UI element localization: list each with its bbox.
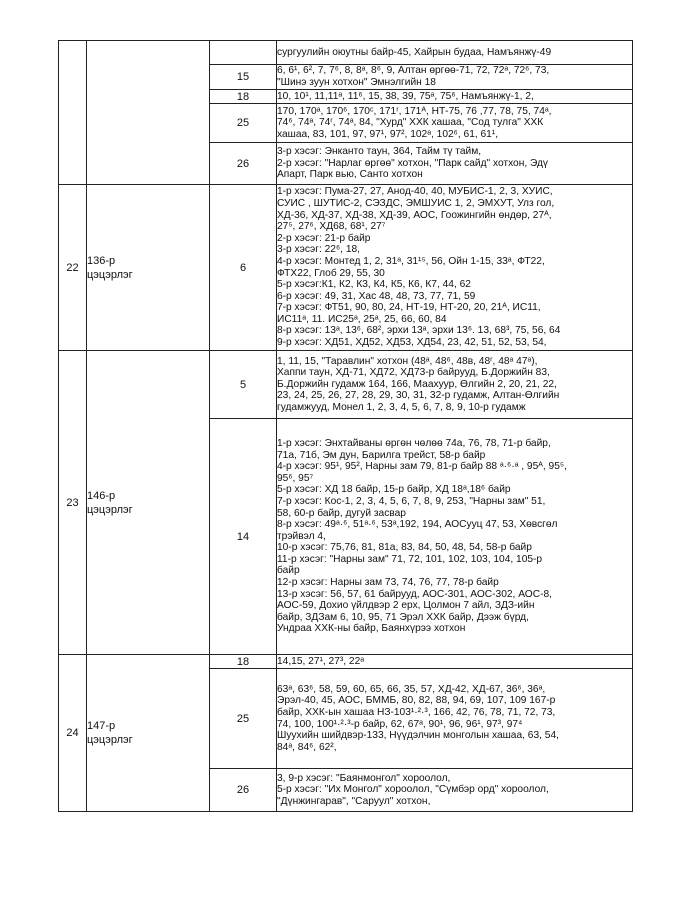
address-line: 1-р хэсэг: Пума-27, 27, Анод-40, 40, МУБИС-1, 2, 3, ХУИС, — [277, 186, 553, 198]
address-cell — [277, 41, 633, 65]
address-line: Б.Доржийн гудамж 164, 166, Маахуур, Өлгийн 2, 20, 21, 22, — [277, 378, 557, 390]
address-line: 5-р хэсэг: ХД 18 байр, 15-р байр, ХД 18ᵃ,18⁶ байр — [277, 484, 511, 496]
address-line: 74⁶, 74ᵃ, 74ʳ, 74ᵃ, 84, "Хурд" ХХК хашаа, "Сод тулга" ХХК — [277, 117, 544, 129]
address-line: хашаа, 83, 101, 97, 97¹, 97², 102ᵃ, 102⁶, 61, 61¹, — [277, 128, 499, 140]
khoroo-number: 25 — [210, 669, 277, 769]
khoroo-number: 25 — [210, 104, 277, 143]
address-line: ХД-36, ХД-37, ХД-38, ХД-39, АОС, Гоожингийн өндөр, 27ᴬ, — [277, 209, 552, 221]
address-cell — [277, 65, 633, 90]
address-cell — [277, 185, 633, 351]
row-number: 24 — [59, 655, 87, 812]
address-line: байр — [277, 565, 300, 577]
kindergarten-name: 136-р цэцэрлэг — [87, 185, 210, 351]
address-cell — [277, 90, 633, 104]
address-line: 3-р хэсэг: 22⁶, 18, — [277, 244, 360, 256]
address-table — [58, 40, 633, 812]
address-cell — [277, 419, 633, 655]
address-line: байр, ЗДЗам 6, 10, 95, 71 Эрэл ХХК байр, Дээж бүрд, — [277, 611, 529, 623]
address-line: гудамжууд, Монел 1, 2, 3, 4, 5, 6, 7, 8, 9, 10-р гудамж — [277, 401, 526, 413]
table-row — [59, 41, 633, 65]
address-line: 2-р хэсэг: 21-р байр — [277, 232, 371, 244]
address-line: ИС11ᵃ, 11. ИС25ᵃ, 25ᵃ, 25, 66, 60, 84 — [277, 313, 447, 325]
address-line: 27⁵, 27⁶, ХД68, 68¹, 27⁷ — [277, 221, 386, 233]
table-row — [59, 185, 633, 351]
address-line: 23, 24, 25, 26, 27, 28, 29, 30, 31, 32-р гудамж, Алтан-Өлгийн — [277, 390, 560, 402]
address-line: "Шинэ зуун хотхон" Эмнэлгийн 18 — [277, 77, 436, 88]
address-line: Эрэл-40, 45, АОС, БММБ, 80, 82, 88, 94, 69, 107, 109 167-р — [277, 695, 556, 707]
khoroo-number: 6 — [210, 185, 277, 351]
table-row — [59, 351, 633, 419]
address-cell — [277, 143, 633, 185]
address-line: СУИС , ШУТИС-2, СЭЗДС, ЭМШУИС 1, 2, ЭМХУТ, Улз гол, — [277, 197, 555, 209]
address-line: байр, ХХК-ын хашаа НЗ-103¹·²·³, 166, 42, 76, 78, 71, 72, 73, — [277, 706, 556, 718]
address-line: Хаппи таун, ХД-71, ХД72, ХД73-р байрууд, Б.Доржийн 83, — [277, 367, 550, 379]
khoroo-number: 18 — [210, 655, 277, 669]
khoroo-number: 18 — [210, 90, 277, 104]
row-number — [59, 41, 87, 185]
address-line: 8-р хэсэг: 49ᵃ·⁶, 51ᵃ·⁶, 53ᵃ,192, 194, АОСууц 47, 53, Хөвсгөл — [277, 519, 558, 531]
address-line: 6, 6¹, 6², 7, 7⁶, 8, 8ᵃ, 8⁶, 9, Алтан өргөө-71, 72, 72ᵃ, 72⁶, 73, — [277, 65, 550, 77]
address-line: Ундраа ХХК-ны байр, Баянхүрээ хотхон — [277, 623, 466, 635]
khoroo-number: 15 — [210, 65, 277, 90]
kindergarten-name — [87, 41, 210, 185]
address-line: 74, 100, 100¹·²·³-р байр, 62, 67ᵃ, 90¹, 96, 96¹, 97³, 97⁴ — [277, 718, 523, 730]
address-line: 71а, 71б, Эм дун, Барилга трейст, 58-р байр — [277, 449, 486, 461]
khoroo-number: 14 — [210, 419, 277, 655]
kindergarten-name: 146-р цэцэрлэг — [87, 351, 210, 655]
khoroo-number: 5 — [210, 351, 277, 419]
address-line: Апарт, Парк вью, Санто хотхон — [277, 169, 423, 181]
address-line: 2-р хэсэг: "Нарлаг өргөө" хотхон, "Парк сайд" хотхон, Эдү — [277, 157, 549, 169]
address-line: трэйвэл 4, — [277, 530, 326, 542]
khoroo-number: 26 — [210, 769, 277, 812]
table-row — [59, 655, 633, 669]
address-line: 4-р хэсэг: 95¹, 95², Нарны зам 79, 81-р байр 88 ᵃ·⁶·ᵃ , 95ᴬ, 95⁵, — [277, 461, 567, 473]
row-number: 23 — [59, 351, 87, 655]
address-cell — [277, 351, 633, 419]
address-line: 9-р хэсэг: ХД51, ХД52, ХД53, ХД54, 23, 42, 51, 52, 53, 54, — [277, 337, 547, 349]
address-cell — [277, 655, 633, 669]
address-line: 12-р хэсэг: Нарны зам 73, 74, 76, 77, 78-р байр — [277, 577, 499, 589]
address-line: 8-р хэсэг: 13ᵃ, 13⁶, 68², эрхи 13ᵃ, эрхи 13⁶. 13, 68³, 75, 56, 64 — [277, 325, 561, 337]
address-line: 10-р хэсэг: 75,76, 81, 81а, 83, 84, 50, 48, 54, 58-р байр — [277, 542, 532, 554]
address-line: 3, 9-р хэсэг: "Баянмонгол" хороолол, — [277, 772, 451, 784]
khoroo-number: 26 — [210, 143, 277, 185]
address-line: 4-р хэсэг: Монтед 1, 2, 31ᵃ, 31¹⁵, 56, Ойн 1-15, 33ᵃ, ФТ22, — [277, 255, 545, 267]
address-line: 84ᵃ, 84⁶, 62², — [277, 741, 337, 753]
address-line: 7-р хэсэг: ФТ51, 90, 80, 24, НТ-19, НТ-20, 20, 21ᴬ, ИС11, — [277, 302, 541, 314]
address-line: 58, 60-р байр, дугуй засвар — [277, 507, 406, 519]
kindergarten-name: 147-р цэцэрлэг — [87, 655, 210, 812]
address-line: 11-р хэсэг: "Нарны зам" 71, 72, 101, 102, 103, 104, 105-р — [277, 553, 543, 565]
row-number: 22 — [59, 185, 87, 351]
address-line: "Дүнжингарав", "Саруул" хотхон, — [277, 795, 431, 807]
address-table-body — [59, 41, 633, 812]
address-line: 95⁶, 95⁷ — [277, 472, 314, 484]
address-line: 1-р хэсэг: Энхтайваны өргөн чөлөө 74а, 76, 78, 71-р байр, — [277, 437, 551, 449]
address-line: 3-р хэсэг: Энканто таун, 364, Тайм тү тайм, — [277, 146, 482, 158]
address-cell — [277, 769, 633, 812]
address-cell — [277, 669, 633, 769]
address-line: ФТХ22, Глоб 29, 55, 30 — [277, 267, 385, 279]
address-line: сургуулийн оюутны байр-45, Хайрын будаа, Намъянжү-49 — [277, 46, 552, 58]
khoroo-number — [210, 41, 277, 65]
address-line: 170, 170ᵃ, 170⁶, 170ᶜ, 171ʳ, 171ᴬ, НТ-75, 76 ,77, 78, 75, 74ᵃ, — [277, 105, 552, 117]
address-line: 13-р хэсэг: 56, 57, 61 байрууд, АОС-301, АОС-302, АОС-8, — [277, 588, 552, 600]
address-cell — [277, 104, 633, 143]
address-line: АОС-59, Дохио үйлдвэр 2 ерх, Цолмон 7 айл, ЗДЗ-ийн — [277, 600, 535, 612]
address-line: 1, 11, 15, "Таравлин" хотхон (48ᵃ, 48⁶, 48в, 48ʳ, 48ᵃ 47ᵃ), — [277, 355, 538, 367]
address-line: 5-р хэсэг:К1, К2, К3, К4, К5, К6, К7, 44, 62 — [277, 279, 471, 291]
address-line: 63ᵃ, 63⁶, 58, 59, 60, 65, 66, 35, 57, ХД-42, ХД-67, 36⁶, 36ᵃ, — [277, 683, 546, 695]
address-line: 5-р хэсэг: "Их Монгол" хороолол, "Сүмбэр орд" хороолол, — [277, 784, 549, 796]
address-line: 6-р хэсэг: 49, 31, Хас 48, 48, 73, 77, 71, 59 — [277, 290, 476, 302]
address-line: 10, 10¹, 11,11ᵃ, 11⁶, 15, 38, 39, 75ᵃ, 75⁶, Намъянжү-1, 2, — [277, 90, 534, 102]
address-line: Шуухийн шийдвэр-133, Нүүдэлчин монголын хашаа, 63, 54, — [277, 730, 559, 742]
address-line: 7-р хэсэг: Кос-1, 2, 3, 4, 5, 6, 7, 8, 9, 253, "Нарны зам" 51, — [277, 495, 546, 507]
address-line: 14,15, 27¹, 27³, 22ᵃ — [277, 655, 365, 667]
